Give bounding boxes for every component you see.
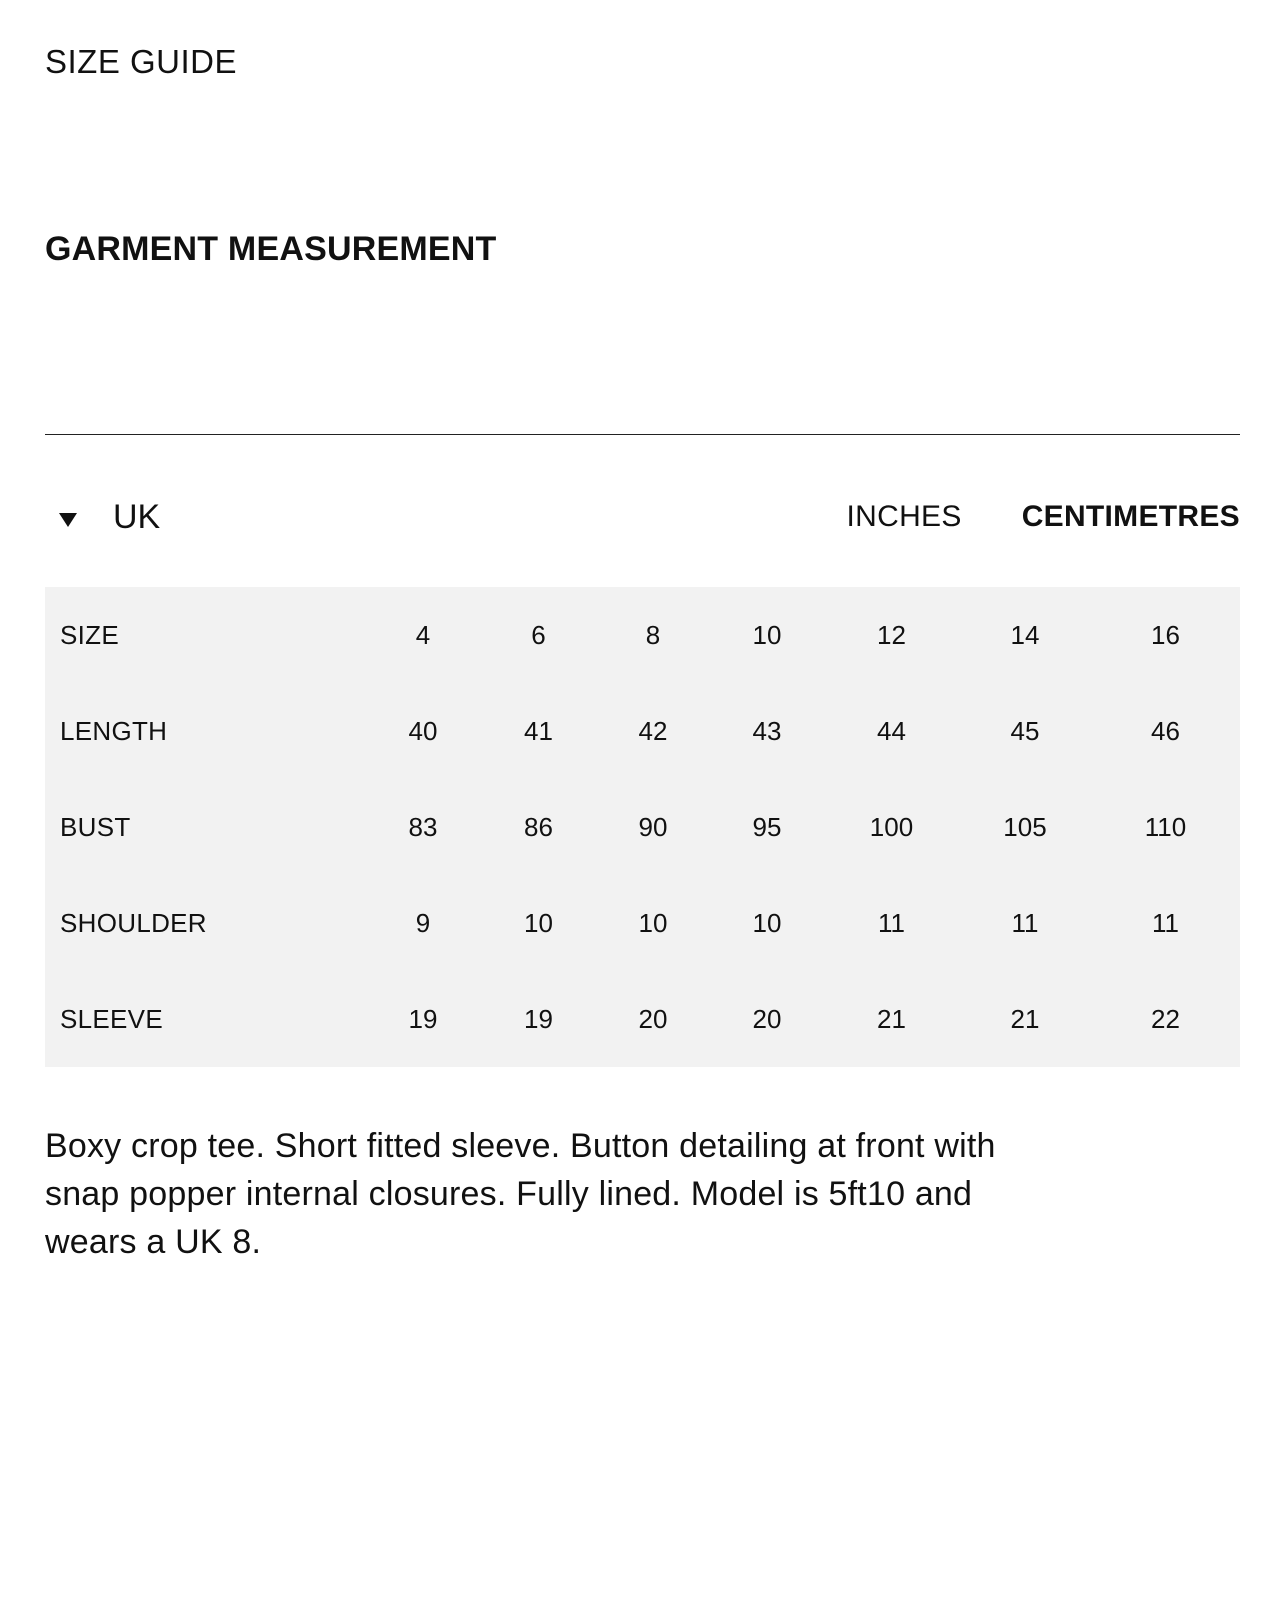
table-cell: 41 (524, 715, 553, 746)
table-cell: 11 (1152, 907, 1179, 938)
row-label: LENGTH (60, 715, 168, 746)
table-cell: 20 (752, 1003, 782, 1034)
table-row-sleeve (45, 971, 1240, 1067)
table-cell: 40 (408, 715, 438, 746)
table-cell: 46 (1151, 715, 1180, 746)
table-cell: 45 (1010, 715, 1040, 746)
table-cell: 10 (638, 907, 668, 938)
table-cell: 10 (752, 619, 782, 650)
table-cell: 105 (1003, 811, 1047, 842)
table-cell: 90 (638, 811, 668, 842)
table-cell: 21 (1010, 1003, 1040, 1034)
region-label: UK (113, 498, 161, 536)
unit-inches-button[interactable]: INCHES (846, 500, 962, 533)
unit-centimetres-button[interactable]: CENTIMETRES (1021, 500, 1240, 533)
table-cell: 16 (1151, 619, 1180, 650)
table-row-shoulder (45, 875, 1240, 971)
table-cell: 11 (1011, 907, 1039, 938)
unit-toggle (847, 490, 1240, 544)
row-label: SLEEVE (60, 1003, 163, 1034)
table-cell: 8 (645, 619, 661, 650)
table-cell: 10 (524, 907, 553, 938)
section-title: GARMENT MEASUREMENT (45, 230, 497, 268)
table-cell: 6 (531, 619, 546, 650)
table-cell: 9 (415, 907, 431, 938)
table-cell: 83 (408, 811, 438, 842)
table-cell: 10 (752, 907, 782, 938)
table-cell: 20 (638, 1003, 668, 1034)
table-cell: 11 (878, 907, 905, 938)
table-cell: 22 (1151, 1003, 1180, 1034)
table-cell: 44 (877, 715, 906, 746)
table-cell: 43 (752, 715, 782, 746)
row-label: SIZE (60, 619, 119, 650)
product-description: Boxy crop tee. Short fitted sleeve. Button detailing at front with snap popper internal closures. Fully lined. Model is 5ft10 and wears a UK 8. (45, 1127, 996, 1261)
table-cell: 12 (877, 619, 906, 650)
table-cell: 19 (524, 1003, 553, 1034)
table-cell: 4 (415, 619, 431, 650)
table-cell: 21 (877, 1003, 906, 1034)
table-cell: 110 (1144, 811, 1187, 842)
table-cell: 14 (1010, 619, 1040, 650)
measurement-table (45, 587, 1240, 1067)
divider (45, 434, 1240, 435)
table-cell: 95 (752, 811, 782, 842)
row-label: SHOULDER (60, 907, 207, 938)
page-title: SIZE GUIDE (45, 43, 238, 80)
table-row-size (45, 587, 1240, 683)
row-label: BUST (60, 811, 131, 842)
table-row-bust (45, 779, 1240, 875)
size-guide-controls (45, 490, 1240, 544)
table-cell: 86 (524, 811, 553, 842)
table-cell: 19 (408, 1003, 438, 1034)
region-dropdown[interactable] (45, 490, 160, 544)
caret-down-icon (59, 513, 77, 527)
table-cell: 100 (869, 811, 914, 842)
table-cell: 42 (638, 715, 668, 746)
table-row-length (45, 683, 1240, 779)
